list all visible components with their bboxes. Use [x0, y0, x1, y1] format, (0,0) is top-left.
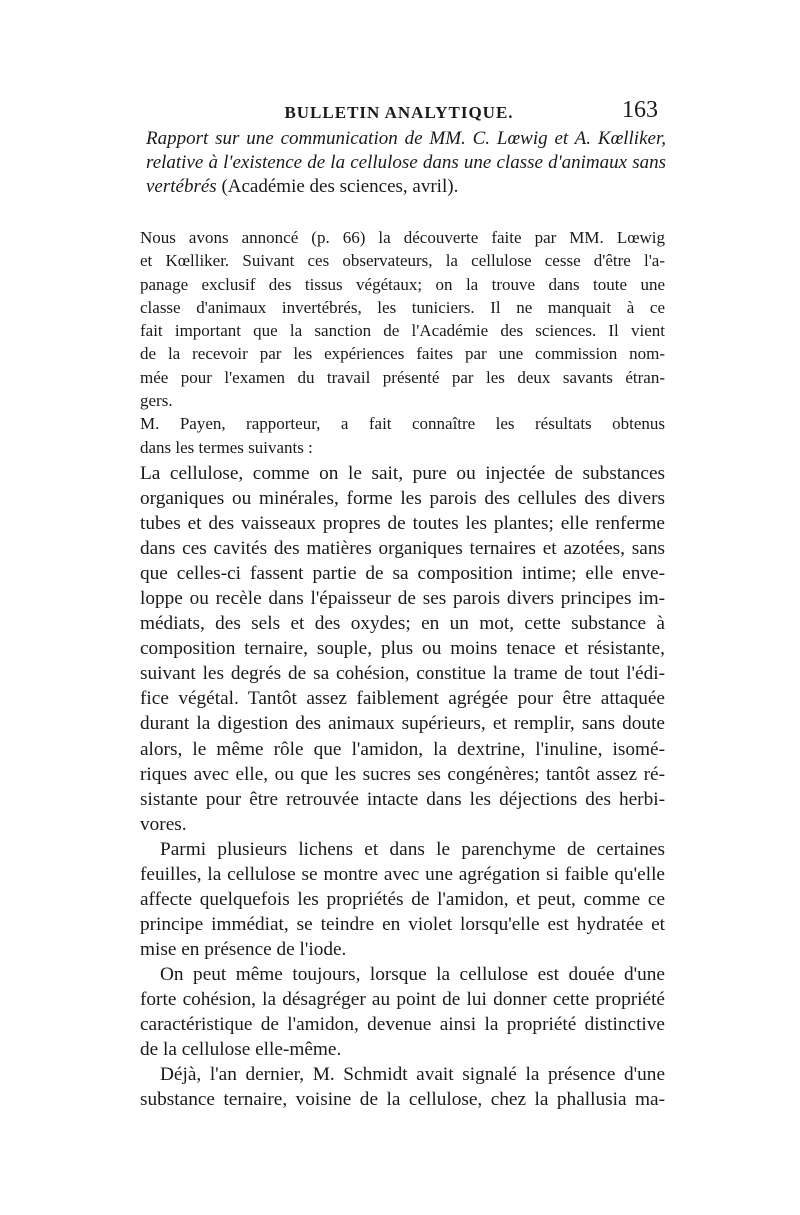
text-line: panage exclusif des tissus végétaux; on la trouve dans toute une — [140, 274, 665, 294]
reference-line-2: relative à l'existence de la cellulose dans une classe d'animaux sans — [146, 152, 666, 173]
text-line: caractéristique de l'amidon, devenue ainsi la propriété distinctive — [140, 1014, 665, 1036]
text-line: durant la digestion des animaux supérieurs, et remplir, sans doute — [140, 713, 665, 735]
article-reference — [146, 127, 666, 199]
quoted-report — [140, 461, 665, 1112]
text-line: vores. — [140, 813, 187, 835]
text-line: M. Payen, rapporteur, a fait connaître les résultats obtenus — [140, 414, 665, 434]
text-line: organiques ou minérales, forme les parois des cellules des divers — [140, 488, 665, 510]
text-line: On peut même toujours, lorsque la cellulose est douée d'une — [160, 963, 665, 985]
text-line: mise en présence de l'iode. — [140, 938, 347, 960]
text-line: mée pour l'examen du travail présenté par les deux savants étran- — [140, 367, 665, 387]
text-line: et Kœlliker. Suivant ces observateurs, la cellulose cesse d'être l'a- — [140, 251, 665, 271]
text-line: Parmi plusieurs lichens et dans le parenchyme de certaines — [160, 838, 665, 860]
text-line: que celles-ci fassent partie de sa composition intime; elle enve- — [140, 563, 665, 585]
text-line: feuilles, la cellulose se montre avec une agrégation si faible qu'elle — [140, 863, 665, 885]
text-line: loppe ou recèle dans l'épaisseur de ses parois divers principes im- — [140, 588, 665, 610]
text-line: La cellulose, comme on le sait, pure ou injectée de substances — [140, 463, 665, 484]
page-number: 163 — [622, 97, 658, 123]
text-line: affecte quelquefois les propriétés de l'amidon, et peut, comme ce — [140, 888, 665, 910]
text-line: Nous avons annoncé (p. 66) la découverte faite par MM. Lœwig — [140, 228, 665, 247]
text-line: gers. — [140, 391, 173, 411]
text-line: fice végétal. Tantôt assez faiblement agrégée pour être attaquée — [140, 688, 665, 710]
text-line: suivant les degrés de sa cohésion, constitue la trame de tout l'édi- — [140, 663, 665, 685]
text-line: substance ternaire, voisine de la cellulose, chez la phallusia ma- — [140, 1089, 665, 1111]
reference-line-3: vertébrés (Académie des sciences, avril). — [146, 176, 459, 197]
text-line: fait important que la sanction de l'Académie des sciences. Il vient — [140, 321, 665, 341]
text-line: de la cellulose elle-même. — [140, 1039, 342, 1061]
text-line: principe immédiat, se teindre en violet lorsqu'elle est hydratée et — [140, 913, 665, 935]
text-line: classe d'animaux invertébrés, les tuniciers. Il ne manquait à ce — [140, 297, 665, 317]
text-line: forte cohésion, la désagréger au point de lui donner cette propriété — [140, 988, 665, 1010]
text-line: dans les termes suivants : — [140, 437, 313, 457]
text-line: sistante pour être retrouvée intacte dans les déjections des herbi- — [140, 788, 665, 810]
running-head — [140, 97, 658, 127]
text-line: médiats, des sels et des oxydes; en un mot, cette substance à — [140, 613, 665, 635]
text-line: alors, le même rôle que l'amidon, la dextrine, l'inuline, isomé- — [140, 738, 665, 760]
text-line: de la recevoir par les expériences faites par une commission nom- — [140, 344, 665, 364]
text-line: composition ternaire, souple, plus ou moins tenace et résistante, — [140, 638, 665, 660]
running-title: BULLETIN ANALYTIQUE. — [284, 103, 514, 122]
text-line: dans ces cavités des matières organiques ternaires et azotées, sans — [140, 538, 665, 560]
summary-paragraphs — [140, 226, 665, 459]
reference-line-1: Rapport sur une communication de MM. C. Lœwig et A. Kœlliker, — [146, 128, 666, 149]
text-line: Déjà, l'an dernier, M. Schmidt avait signalé la présence d'une — [160, 1064, 665, 1086]
text-line: riques avec elle, ou que les sucres ses congénères; tantôt assez ré- — [140, 763, 665, 785]
text-line: tubes et des vaisseaux propres de toutes les plantes; elle renferme — [140, 513, 665, 535]
